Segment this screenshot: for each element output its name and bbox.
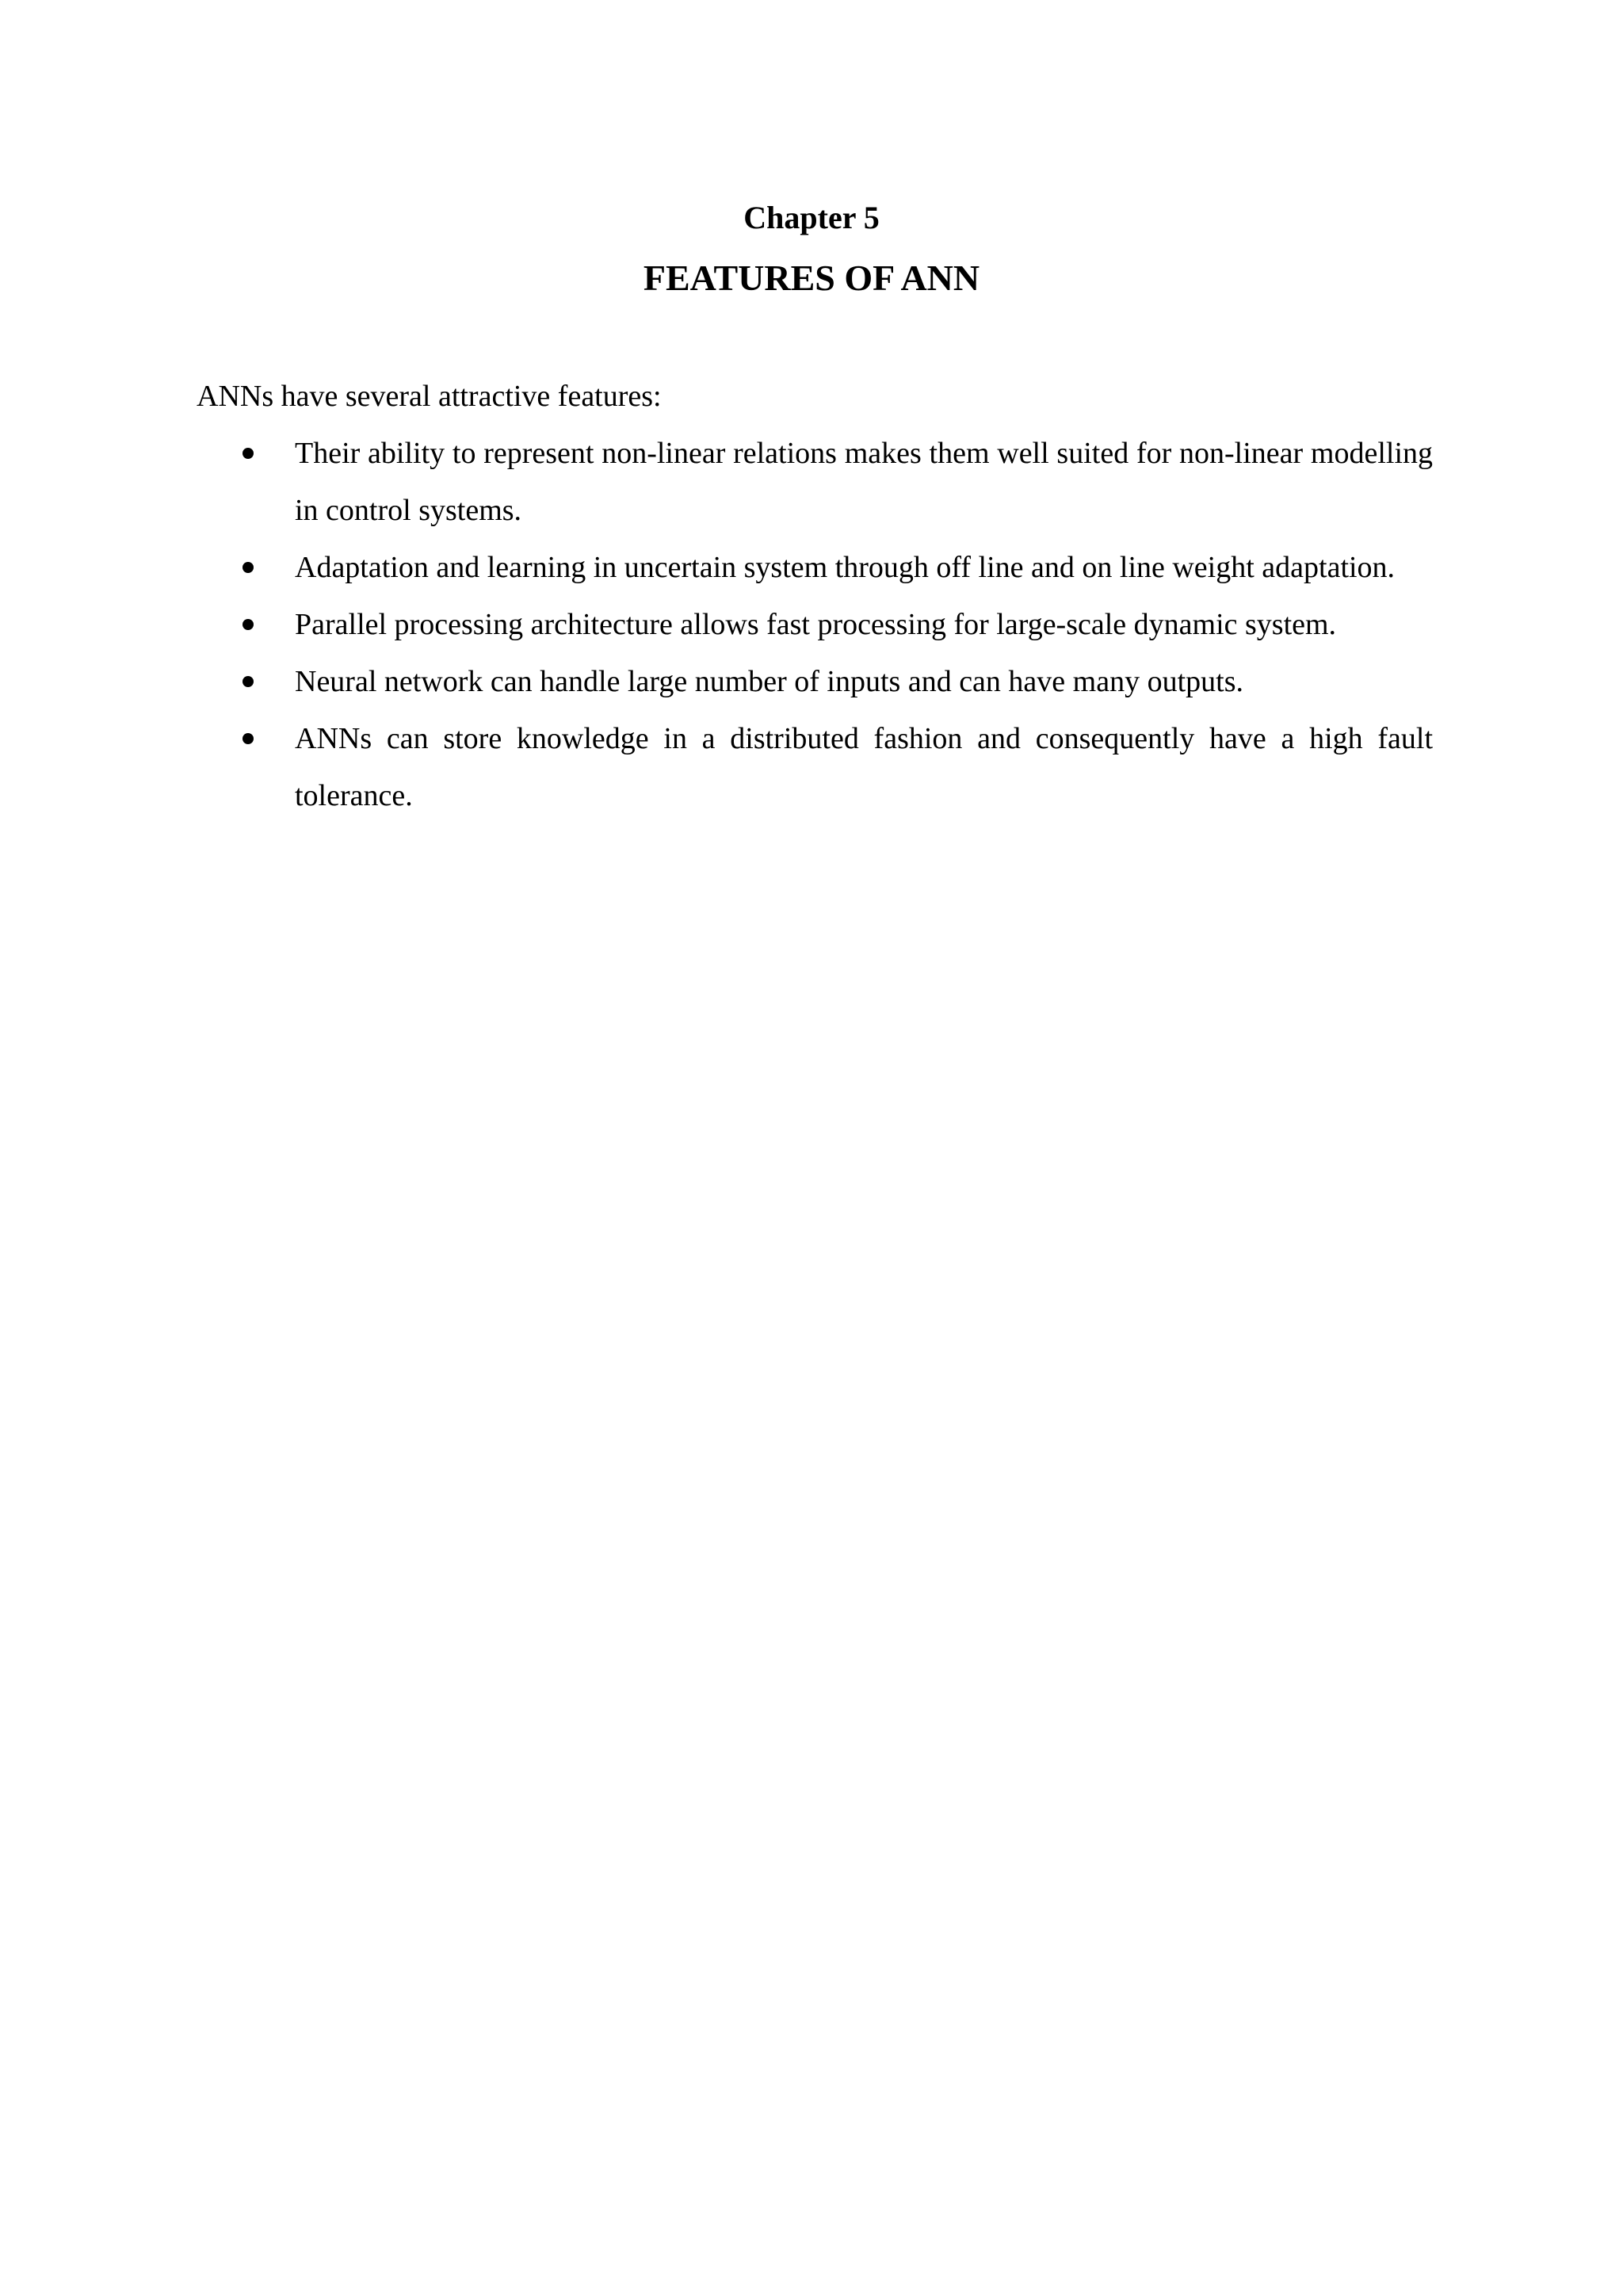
feature-text: Their ability to represent non-linear relations makes them well suited for non-linear modelling in control systems. <box>295 437 1433 527</box>
bullet-icon <box>242 619 254 630</box>
chapter-label: Chapter 5 <box>743 200 880 235</box>
feature-text: Adaptation and learning in uncertain system through off line and on line weight adaptation. <box>295 551 1396 584</box>
bullet-icon <box>242 676 254 687</box>
feature-item-parallel <box>197 596 1433 653</box>
feature-list <box>197 425 1433 824</box>
feature-item-nonlinear <box>197 425 1433 539</box>
intro-text: ANNs have several attractive features: <box>197 380 662 413</box>
chapter-title: FEATURES OF ANN <box>643 258 980 298</box>
feature-item-adaptation <box>197 539 1433 596</box>
feature-text: Parallel processing architecture allows fast processing for large-scale dynamic system. <box>295 608 1337 641</box>
feature-text: ANNs can store knowledge in a distributed fashion and consequently have a high fault tolerance. <box>295 722 1433 812</box>
bullet-icon <box>242 733 254 744</box>
feature-item-fault-tolerance <box>197 710 1433 824</box>
bullet-icon <box>242 448 254 459</box>
feature-text: Neural network can handle large number of inputs and can have many outputs. <box>295 665 1243 698</box>
feature-item-inputs-outputs <box>197 653 1433 710</box>
bullet-icon <box>242 562 254 573</box>
